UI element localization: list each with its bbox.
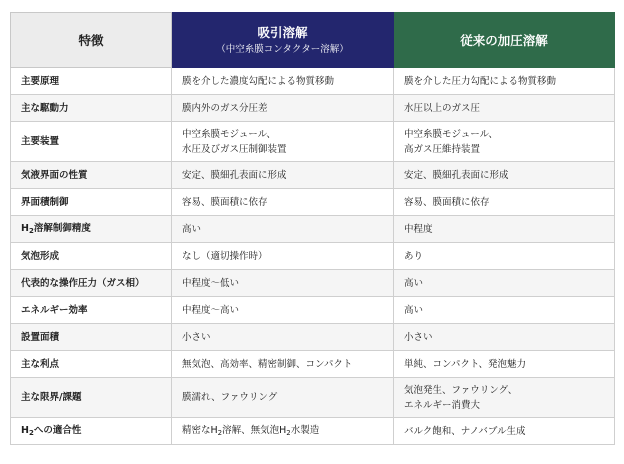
row-label: 主な限界/課題 xyxy=(11,378,172,418)
pressure-cell: 高い xyxy=(394,270,615,297)
row-label: 主要原理 xyxy=(11,68,172,95)
header-suction-title: 吸引溶解 xyxy=(257,24,308,40)
table-row xyxy=(11,351,615,378)
suction-cell: 膜濡れ、ファウリング xyxy=(172,378,394,418)
row-label: エネルギー効率 xyxy=(11,297,172,324)
cell-line: エネルギー消費大 xyxy=(404,399,481,411)
row-label: 界面積制御 xyxy=(11,189,172,216)
comparison-table xyxy=(10,12,615,445)
suction-cell: 膜を介した濃度勾配による物質移動 xyxy=(172,68,394,95)
row-label: 主な利点 xyxy=(11,351,172,378)
cell-line: 中空糸膜モジュール、 xyxy=(182,128,276,140)
comparison-table-container xyxy=(10,12,614,445)
header-pressure-dissolution: 従来の加圧溶解 xyxy=(394,13,615,68)
cell-line: 中空糸膜モジュール、 xyxy=(404,128,498,140)
table-row xyxy=(11,216,615,243)
pressure-cell: 安定、膜細孔表面に形成 xyxy=(394,162,615,189)
row-label: 気液界面の性質 xyxy=(11,162,172,189)
row-label: 代表的な操作圧力（ガス相） xyxy=(11,270,172,297)
pressure-cell: 膜を介した圧力勾配による物質移動 xyxy=(394,68,615,95)
table-header-row xyxy=(11,13,615,68)
table-row xyxy=(11,189,615,216)
cell-line: 気泡発生、ファウリング、 xyxy=(404,384,518,396)
suction-cell xyxy=(172,122,394,162)
table-row xyxy=(11,297,615,324)
pressure-cell: 高い xyxy=(394,297,615,324)
suction-cell: 安定、膜細孔表面に形成 xyxy=(172,162,394,189)
suction-cell: 精密な$H_2$溶解、無気泡$H_2$水製造 xyxy=(172,418,394,445)
pressure-cell: バルク飽和、ナノバブル生成 xyxy=(394,418,615,445)
row-label: 気泡形成 xyxy=(11,243,172,270)
cell-line: 高ガス圧維持装置 xyxy=(404,143,481,155)
table-row xyxy=(11,324,615,351)
suction-cell: 中程度〜高い xyxy=(172,297,394,324)
row-label: 主要装置 xyxy=(11,122,172,162)
pressure-cell: 水圧以上のガス圧 xyxy=(394,95,615,122)
row-label: 主な駆動力 xyxy=(11,95,172,122)
suction-cell: 中程度〜低い xyxy=(172,270,394,297)
table-row xyxy=(11,243,615,270)
header-feature: 特徴 xyxy=(11,13,172,68)
pressure-cell: 中程度 xyxy=(394,216,615,243)
pressure-cell xyxy=(394,378,615,418)
pressure-cell xyxy=(394,122,615,162)
suction-cell: 小さい xyxy=(172,324,394,351)
table-row xyxy=(11,68,615,95)
table-row xyxy=(11,378,615,418)
row-label: 設置面積 xyxy=(11,324,172,351)
table-row xyxy=(11,270,615,297)
table-row xyxy=(11,122,615,162)
table-row xyxy=(11,95,615,122)
cell-line: 水圧及びガス圧制御装置 xyxy=(182,143,287,155)
header-suction-dissolution xyxy=(172,13,394,68)
header-suction-subtitle: （中空糸膜コンタクター溶解） xyxy=(216,43,349,55)
table-row xyxy=(11,418,615,445)
pressure-cell: 容易、膜面積に依存 xyxy=(394,189,615,216)
pressure-cell: あり xyxy=(394,243,615,270)
table-row xyxy=(11,162,615,189)
pressure-cell: 小さい xyxy=(394,324,615,351)
pressure-cell: 単純、コンパクト、発泡魅力 xyxy=(394,351,615,378)
suction-cell: 膜内外のガス分圧差 xyxy=(172,95,394,122)
row-label: $H_2$への適合性 xyxy=(11,418,172,445)
suction-cell: 容易、膜面積に依存 xyxy=(172,189,394,216)
row-label: $H_2$溶解制御精度 xyxy=(11,216,172,243)
suction-cell: 高い xyxy=(172,216,394,243)
suction-cell: 無気泡、高効率、精密制御、コンパクト xyxy=(172,351,394,378)
suction-cell: なし（適切操作時） xyxy=(172,243,394,270)
